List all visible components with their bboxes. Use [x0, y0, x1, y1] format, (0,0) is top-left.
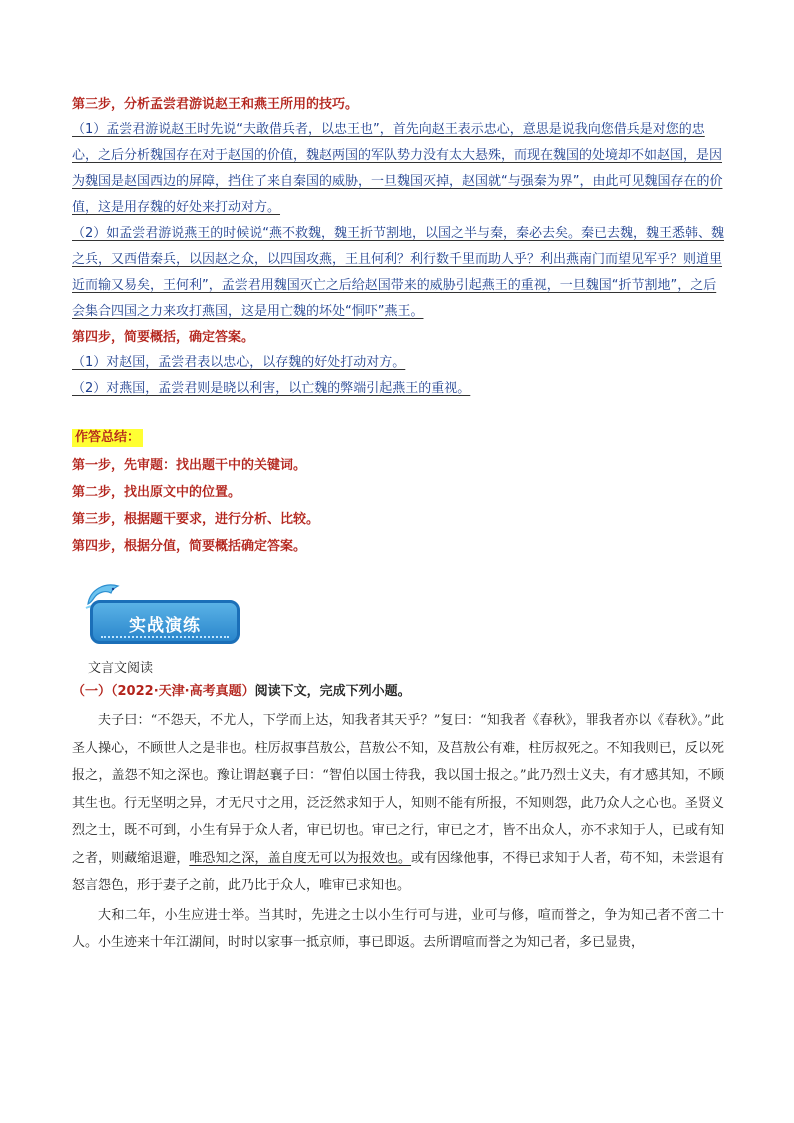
step3-title: 第三步，分析孟尝君游说赵王和燕王所用的技巧。	[72, 97, 359, 112]
question-number: （一）	[72, 684, 112, 699]
practice-badge-box	[90, 600, 240, 644]
practice-badge-label: 实战演练	[129, 616, 201, 636]
step3-paragraph-2: （2）如孟尝君游说燕王的时候说“燕不救魏，魏王折节割地，以国之半与秦，秦必去矣。秦已去魏，魏王悉韩、魏之兵，又西借秦兵，以因赵之众，以四国攻燕，王且何利？利行数千里而助人乎？利出燕南门而望见军乎？则道里近而输又易矣，王何利”，孟尝君用魏国灭亡之后给赵国带来的威胁引起燕王的重视，一旦魏国“折节割地”，之后会集合四国之力来攻打燕国，这是用亡魏的坏处“恫吓”燕王。	[72, 226, 725, 319]
step3-paragraph-1: （1）孟尝君游说赵王时先说“夫敢借兵者，以忠王也”，首先向赵王表示忠心，意思是说我向您借兵是对您的忠心，之后分析魏国存在对于赵国的价值，魏赵两国的军队势力没有太大悬殊，而现在魏国的处境却不如赵国，是因为魏国是赵国西边的屏障，挡住了来自秦国的威胁，一旦魏国灭掉，赵国就“与强秦为界”，由此可见魏国存在的价值，这是用存魏的好处来打动对方。	[72, 122, 723, 215]
summary-step-1: 第一步，先审题：找出题干中的关键词。	[72, 458, 307, 473]
summary-step-4: 第四步，根据分值，简要概括确定答案。	[72, 539, 307, 554]
passage-paragraph-2: 大和二年，小生应进士举。当其时，先进之士以小生行可与进，业可与修，喧而誉之，争为知己者不啻二十人。小生迹来十年江湖间，时时以家事一抵京师，事已即返。去所谓喧而誉之为知己者，多已显贵，	[72, 907, 724, 950]
passage-paragraph-1	[72, 707, 724, 900]
step4-title: 第四步，简要概括，确定答案。	[72, 330, 255, 345]
question-title	[72, 680, 724, 704]
question-source: （2022·天津·高考真题）	[111, 684, 255, 699]
practice-badge	[84, 578, 724, 656]
badge-wave-decoration	[101, 630, 229, 638]
passage-p1-underlined: 唯恐知之深，盖自度无可以为报效也。	[189, 850, 412, 866]
passage-p1-part-a: 夫子曰：“不怨天，不尤人，下学而上达，知我者其天乎？”复曰：“知我者《春秋》，罪我者亦以《春秋》。”此圣人操心，不顾世人之是非也。柱厉叔事莒敖公，莒敖公不知，及莒敖公有难，柱厉叔死之。不知我则已，反以死报之，盖怨不知之深也。豫让谓赵襄子曰：“智伯以国士待我，我以国士报之。”此乃烈士义夫，有才感其知，不顾其生也。行无坚明之异，才无尺寸之用，泛泛然求知于人，知则不能有所报，不知则怨，此乃众人之心也。圣贤义烈之士，既不可到，小生有异于众人者，审已切也。审已之行，审已之才，皆不出众人，亦不求知于人，已或有知之者，则藏缩退避，	[72, 713, 724, 866]
step4-answer-1: （1）对赵国，孟尝君表以忠心，以存魏的好处打动对方。	[72, 355, 406, 370]
section-heading: 文言文阅读	[88, 661, 154, 676]
passage-p1-part-b: 或有因缘他事，不得已求知于人者，苟不知，未尝退有怒言怨色，形于妻子之前，此乃比于众人，唯审已求知也。	[72, 850, 724, 893]
summary-step-3: 第三步，根据题干要求，进行分析、比较。	[72, 512, 320, 527]
page-body	[72, 93, 724, 957]
step4-answer-2: （2）对燕国，孟尝君则是晓以利害，以亡魏的弊端引起燕王的重视。	[72, 381, 471, 396]
summary-title: 作答总结：	[72, 429, 143, 447]
summary-step-2: 第二步，找出原文中的位置。	[72, 485, 242, 500]
question-instruction: 阅读下文，完成下列小题。	[254, 684, 411, 699]
